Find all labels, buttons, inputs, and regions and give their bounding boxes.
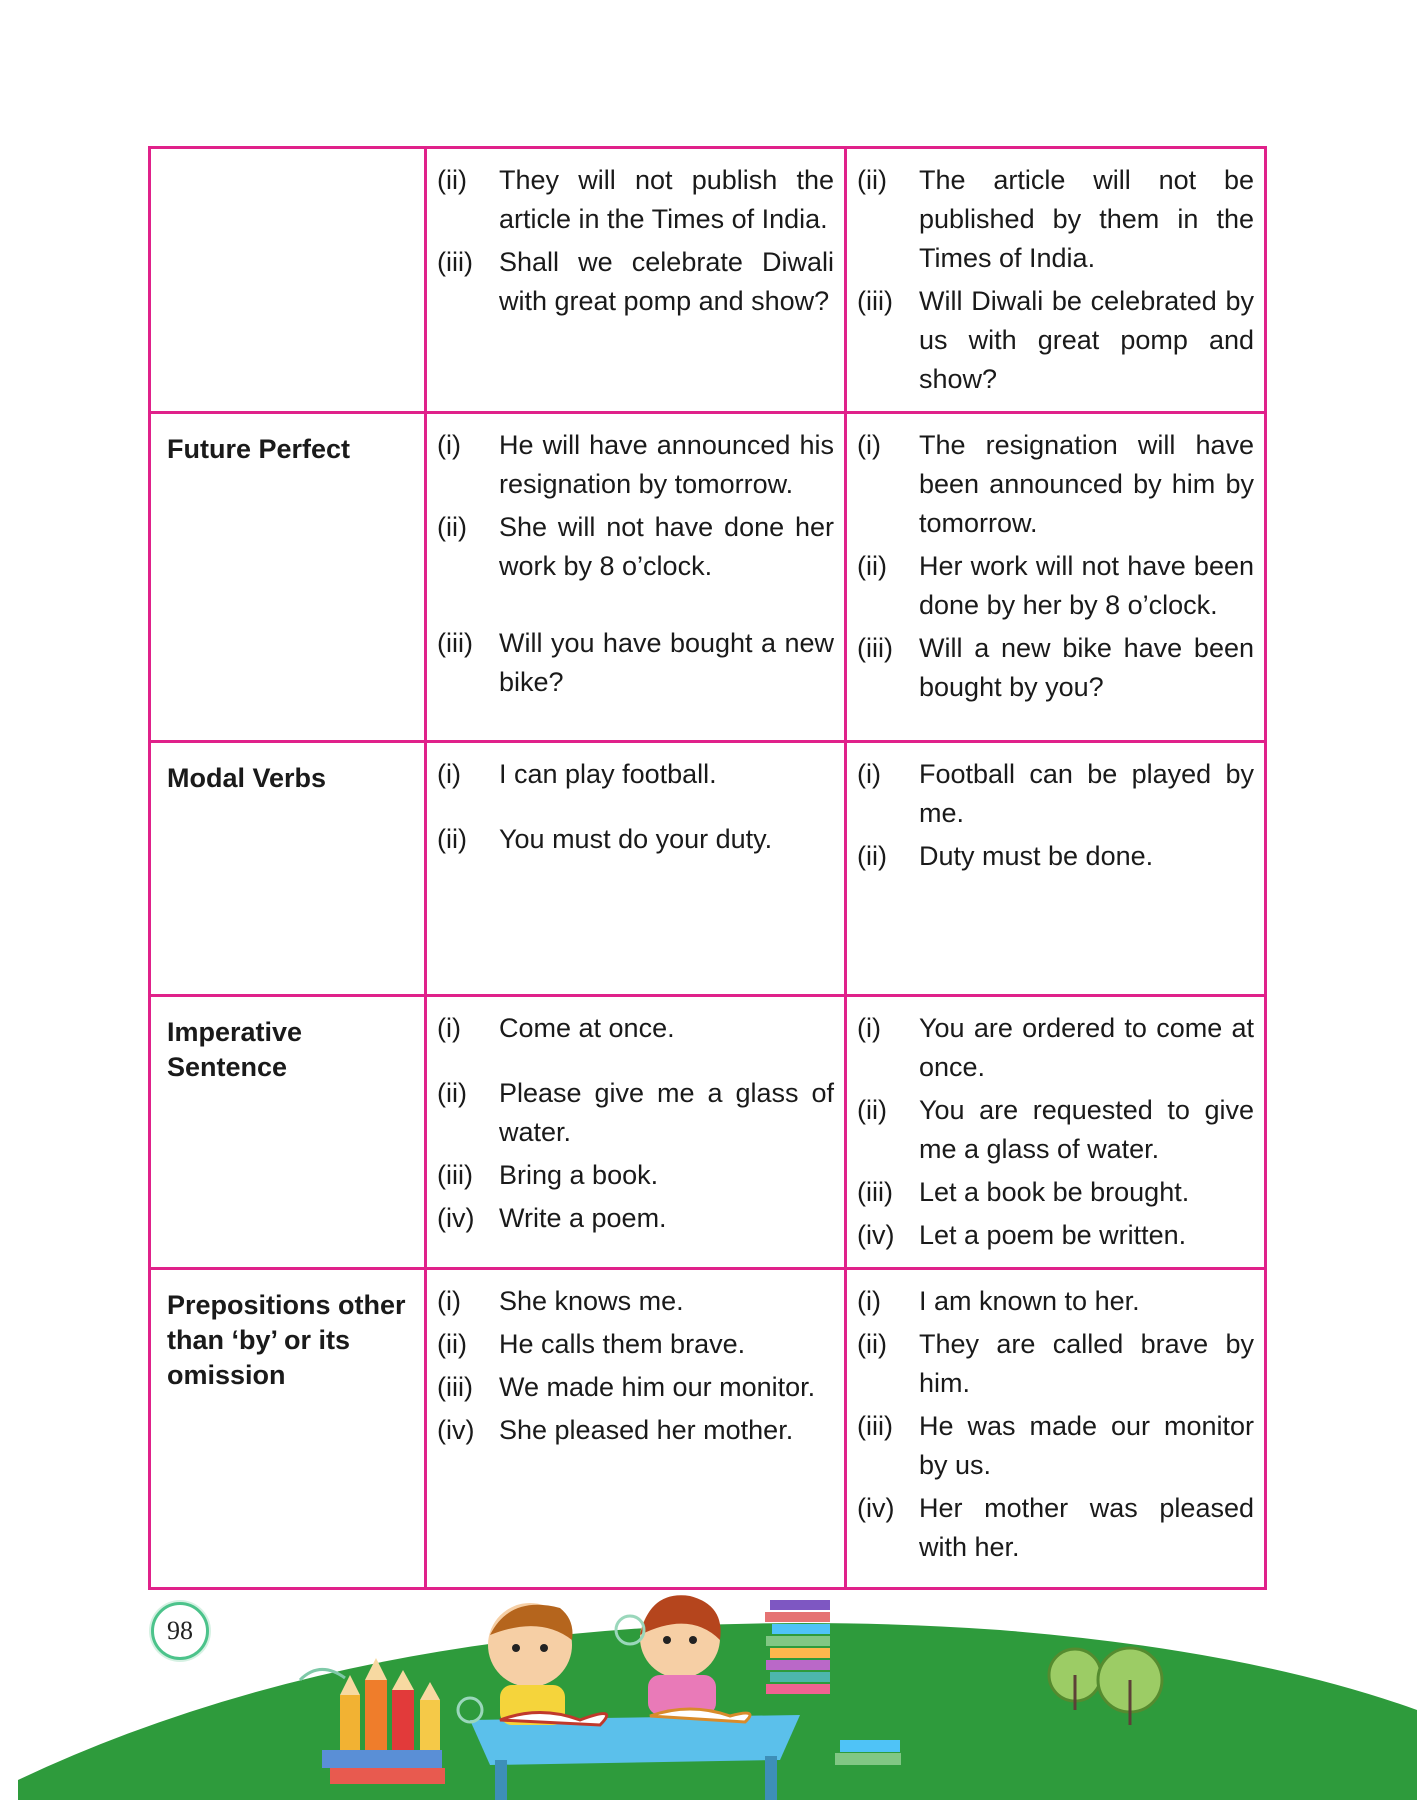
table-row xyxy=(150,1269,1266,1589)
list-item: (iv) Write a poem. xyxy=(437,1203,667,1233)
list-item: (iii) We made him our monitor. xyxy=(437,1372,816,1402)
category-label: Prepositions other than ‘by’ or its omission xyxy=(167,1290,406,1390)
category-cell xyxy=(150,148,426,413)
books-icon xyxy=(322,1750,442,1768)
category-label: Future Perfect xyxy=(167,434,351,464)
list-item: (i) The resignation will have been announced by him by tomorrow. xyxy=(857,430,1254,538)
list-item: (i) I am known to her. xyxy=(857,1286,1140,1316)
category-label: Modal Verbs xyxy=(167,763,327,793)
list-item: (iv) She pleased her mother. xyxy=(437,1415,794,1445)
passive-cell xyxy=(846,148,1266,413)
list-item: (i) I can play football. xyxy=(437,759,717,789)
list-item: (ii) Duty must be done. xyxy=(857,841,1154,871)
table-row xyxy=(150,742,1266,996)
list-item: (ii) They are called brave by him. xyxy=(857,1329,1254,1398)
active-cell xyxy=(426,148,846,413)
passive-cell xyxy=(846,413,1266,742)
page-number: 98 xyxy=(151,1602,209,1660)
list-item: (ii) Please give me a glass of water. xyxy=(437,1078,834,1147)
list-item: (ii) She will not have done her work by 8 o’clock. xyxy=(437,512,834,581)
list-item: (iii) Bring a book. xyxy=(437,1160,659,1190)
category-label: Imperative Sentence xyxy=(167,1017,303,1082)
category-cell xyxy=(150,742,426,996)
table-row xyxy=(150,413,1266,742)
list-item: (i) He will have announced his resignation by tomorrow. xyxy=(437,430,834,499)
list-item: (ii) He calls them brave. xyxy=(437,1329,746,1359)
list-item: (i) You are ordered to come at once. xyxy=(857,1013,1254,1082)
passive-cell xyxy=(846,996,1266,1269)
list-item: (ii) The article will not be published by them in the Times of India. xyxy=(857,165,1254,273)
boy-icon xyxy=(488,1603,573,1725)
list-item: (iv) Let a poem be written. xyxy=(857,1220,1187,1250)
category-cell xyxy=(150,413,426,742)
category-cell xyxy=(150,1269,426,1589)
list-item: (ii) You are requested to give me a glass of water. xyxy=(857,1095,1254,1164)
list-item: (i) Come at once. xyxy=(437,1013,675,1043)
list-item: (iii) Will Diwali be celebrated by us with great pomp and show? xyxy=(857,286,1254,394)
active-cell xyxy=(426,1269,846,1589)
list-item: (iii) Let a book be brought. xyxy=(857,1177,1190,1207)
list-item: (iii) Will you have bought a new bike? xyxy=(437,628,834,697)
list-item: (iii) Shall we celebrate Diwali with great pomp and show? xyxy=(437,247,834,316)
table-row xyxy=(150,996,1266,1269)
active-cell xyxy=(426,996,846,1269)
category-cell xyxy=(150,996,426,1269)
list-item: (ii) Her work will not have been done by her by 8 o’clock. xyxy=(857,551,1254,620)
passive-cell xyxy=(846,742,1266,996)
list-item: (iii) Will a new bike have been bought by you? xyxy=(857,633,1254,702)
table-row xyxy=(150,148,1266,413)
footer-illustration xyxy=(0,1560,1417,1800)
list-item: (ii) They will not publish the article in the Times of India. xyxy=(437,165,834,234)
voice-conversion-table xyxy=(148,146,1267,1590)
girl-icon xyxy=(640,1595,721,1715)
passive-cell xyxy=(846,1269,1266,1589)
list-item: (i) She knows me. xyxy=(437,1286,684,1316)
list-item: (iv) Her mother was pleased with her. xyxy=(857,1493,1254,1562)
list-item: (iii) He was made our monitor by us. xyxy=(857,1411,1254,1480)
active-cell xyxy=(426,742,846,996)
active-cell xyxy=(426,413,846,742)
list-item: (i) Football can be played by me. xyxy=(857,759,1254,828)
list-item: (ii) You must do your duty. xyxy=(437,824,773,854)
